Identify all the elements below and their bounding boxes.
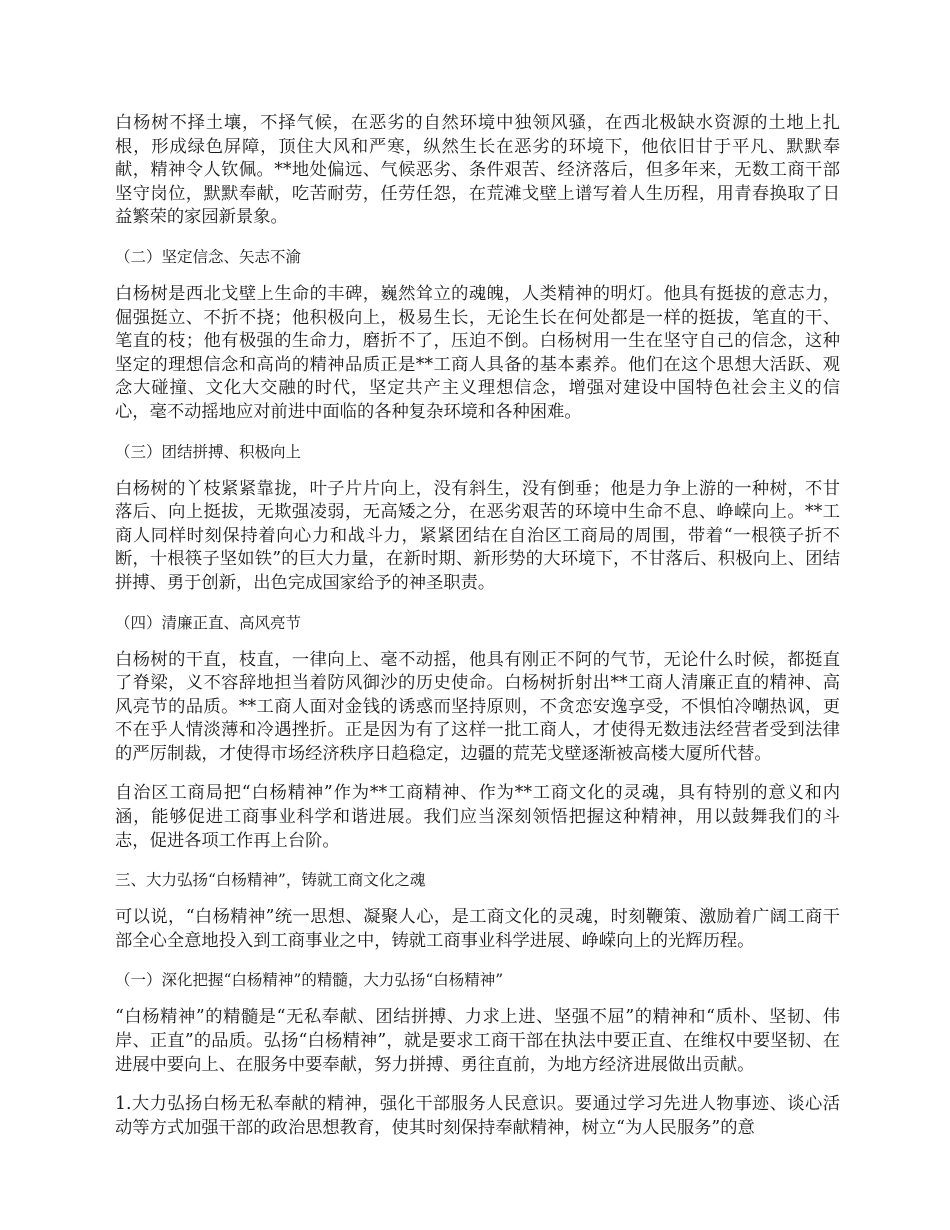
body-paragraph: 1.大力弘扬白杨无私奉献的精神，强化干部服务人民意识。要通过学习先进人物事迹、谈心活动等方式加强干部的政治思想教育，使其时刻保持奉献精神，树立“为人民服务”的意 — [115, 1094, 840, 1138]
body-paragraph: 白杨树的丫枝紧紧靠拢，叶子片片向上，没有斜生，没有倒垂；他是力争上游的一种树，不甘落后、向上挺拔，无欺强凌弱，无高矮之分，在恶劣艰苦的环境中生命不息、峥嵘向上。**工商人同样时刻保持着向心力和战斗力，紧紧团结在自治区工商局的周围，带着“一根筷子折不断，十根筷子坚如铁”的巨大力量，在新时期、新形势的大环境下，不甘落后、积极向上、团结拼搏、勇于创新，出色完成国家给予的神圣职责。 — [115, 478, 840, 593]
body-paragraph: 自治区工商局把“白杨精神”作为**工商精神、作为**工商文化的灵魂，具有特别的意义和内涵，能够促进工商事业科学和谐进展。我们应当深刻领悟把握这种精神，用以鼓舞我们的斗志，促进各项工作再上台阶。 — [115, 783, 840, 851]
body-paragraph: 白杨树的干直，枝直，一律向上、毫不动摇，他具有刚正不阿的气节，无论什么时候，都挺直了脊梁，义不容辞地担当着防风御沙的历史使命。白杨树折射出**工商人清廉正直的精神、高风亮节的品质。**工商人面对金钱的诱惑而坚持原则，不贪恋安逸享受，不惧怕冷嘲热讽，更不在乎人情淡薄和冷遇挫折。正是因为有了这样一批工商人，才使得无数违法经营者受到法律的严厉制裁，才使得市场经济秩序日趋稳定，边疆的荒芜戈壁逐渐被高楼大厦所代替。 — [115, 649, 840, 764]
document-body — [115, 112, 840, 1156]
body-paragraph: 可以说，“白杨精神”统一思想、凝聚人心，是工商文化的灵魂，时刻鞭策、激励着广阔工商干部全心全意地投入到工商事业之中，铸就工商事业科学进展、峥嵘向上的光辉历程。 — [115, 907, 840, 951]
body-paragraph: “白杨精神”的精髓是“无私奉献、团结拼搏、力求上进、坚强不屈”的精神和“质朴、坚韧、伟岸、正直”的品质。弘扬“白杨精神”，就是要求工商干部在执法中要正直、在维权中要坚韧、在进展中要向上、在服务中要奉献，努力拼搏、勇往直前，为地方经济进展做出贡献。 — [115, 1007, 840, 1075]
section-heading: （二）坚定信念、矢志不渝 — [115, 247, 302, 266]
section-heading: （四）清廉正直、高风亮节 — [115, 613, 302, 632]
section-heading: （一）深化把握“白杨精神”的精髓，大力弘扬“白杨精神” — [115, 971, 504, 990]
section-heading: （三）团结拼搏、积极向上 — [115, 442, 302, 461]
section-heading: 三、大力弘扬“白杨精神”，铸就工商文化之魂 — [115, 871, 426, 890]
body-paragraph: 白杨树不择土壤，不择气候，在恶劣的自然环境中独领风骚，在西北极缺水资源的土地上扎根，形成绿色屏障，顶住大风和严寒，纵然生长在恶劣的环境下，他依旧甘于平凡、默默奉献，精神令人钦佩。**地处偏远、气候恶劣、条件艰苦、经济落后，但多年来，无数工商干部坚守岗位，默默奉献，吃苦耐劳，任劳任怨，在荒滩戈壁上谱写着人生历程，用青春换取了日益繁荣的家园新景象。 — [115, 113, 840, 228]
body-paragraph: 白杨树是西北戈壁上生命的丰碑，巍然耸立的魂魄，人类精神的明灯。他具有挺拔的意志力，倔强挺立、不折不挠；他积极向上，极易生长，无论生长在何处都是一样的挺拔，笔直的干、笔直的枝；他有极强的生命力，磨折不了，压迫不倒。白杨树用一生在坚守自己的信念，这种坚定的理想信念和高尚的精神品质正是**工商人具备的基本素养。他们在这个思想大活跃、观念大碰撞、文化大交融的时代，坚定共产主义理想信念，增强对建设中国特色社会主义的信心，毫不动摇地应对前进中面临的各种复杂环境和各种困难。 — [115, 283, 840, 422]
